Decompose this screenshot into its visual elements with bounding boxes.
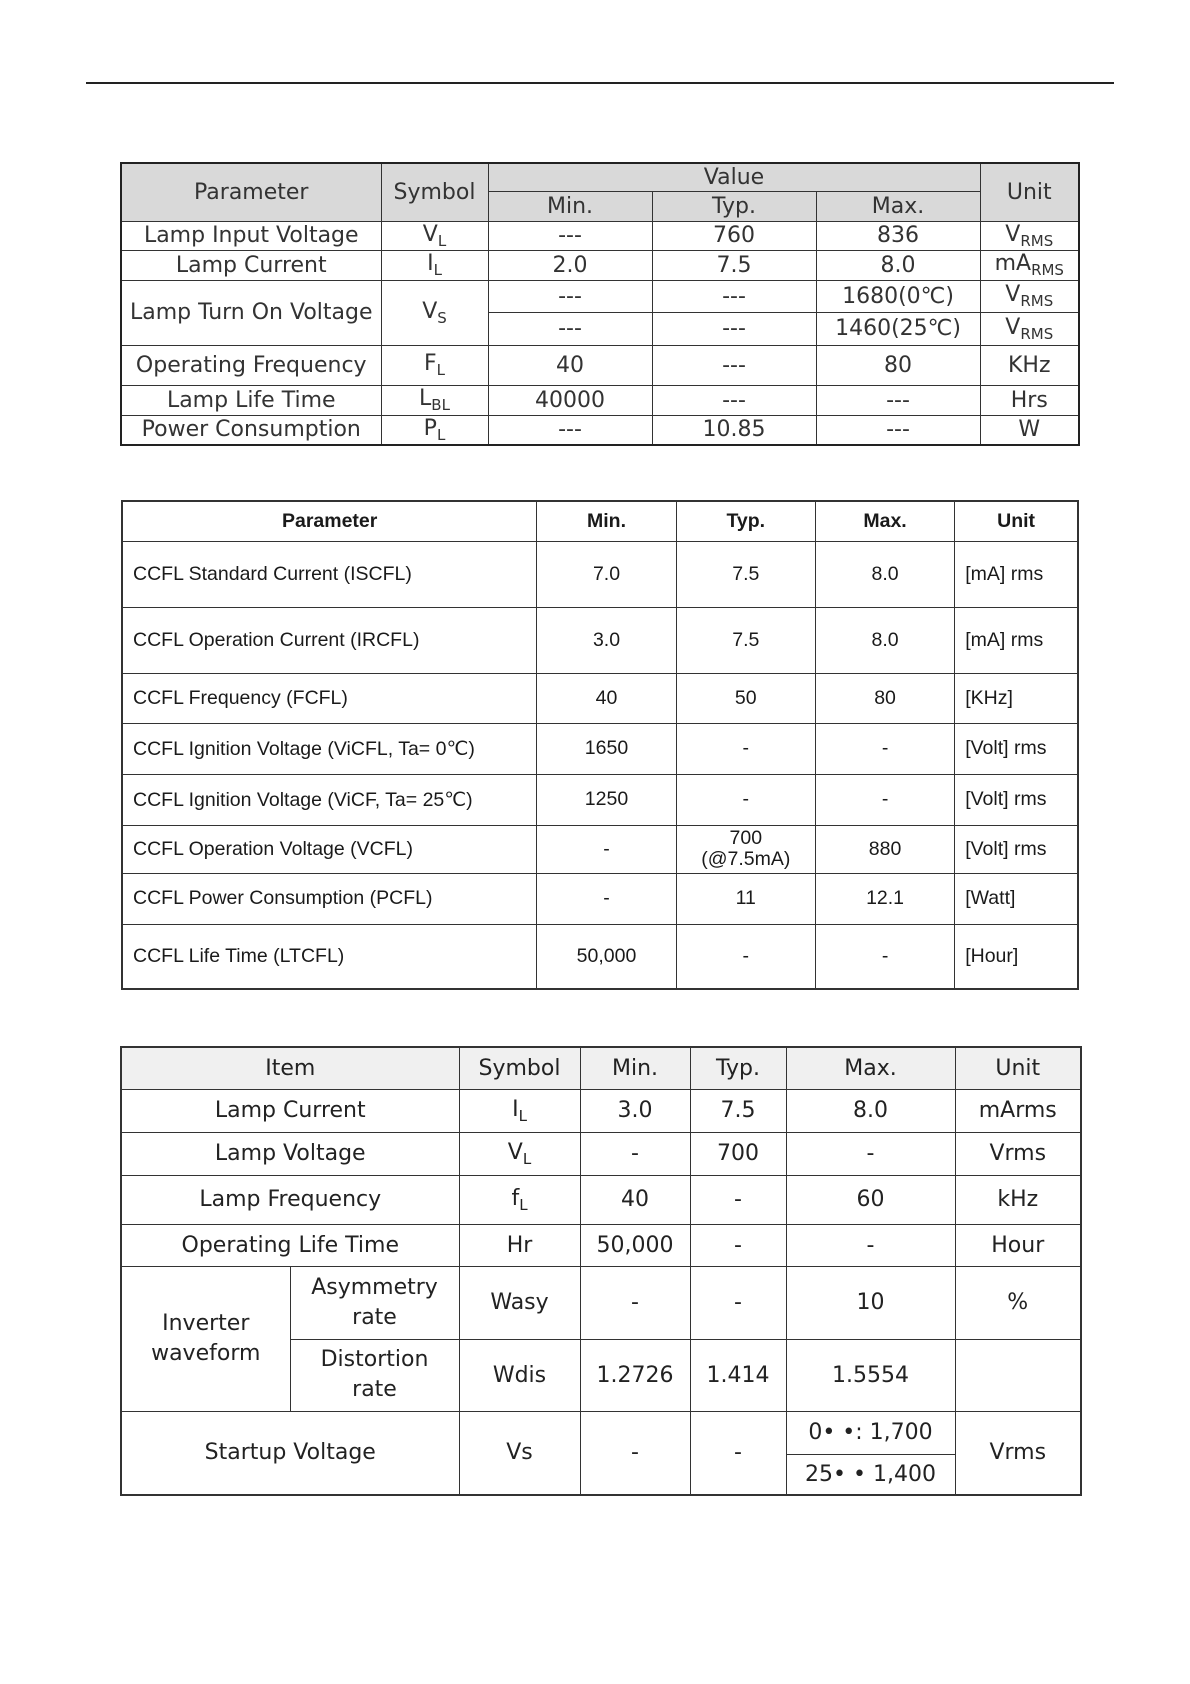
cell-unit: [Volt] rms xyxy=(955,774,1078,825)
cell-min: 2.0 xyxy=(488,250,652,280)
cell-min: - xyxy=(580,1266,690,1339)
cell-typ: --- xyxy=(652,312,816,345)
cell-min: 1.2726 xyxy=(580,1339,690,1411)
cell-max: - xyxy=(786,1224,955,1266)
col-header-symbol: Symbol xyxy=(459,1047,580,1089)
cell-unit: [Volt] rms xyxy=(955,825,1078,873)
cell-item: Startup Voltage xyxy=(121,1411,459,1495)
col-header-min: Min. xyxy=(537,501,676,541)
cell-typ: 50 xyxy=(676,673,815,723)
col-header-min: Min. xyxy=(488,191,652,221)
cell-max: 0• •: 1,700 xyxy=(786,1411,955,1454)
table-row xyxy=(121,1266,1081,1339)
cell-subitem: Asymmetry rate xyxy=(290,1266,459,1339)
col-header-item: Item xyxy=(121,1047,459,1089)
table-row xyxy=(122,924,1078,989)
cell-parameter: Lamp Current xyxy=(121,250,381,280)
cell-symbol: $L_{BL}$ xyxy=(381,385,488,415)
cell-max: 25• • 1,400 xyxy=(786,1454,955,1495)
table-row xyxy=(121,250,1079,280)
table-row xyxy=(121,385,1079,415)
cell-symbol: $f_L$ xyxy=(459,1175,580,1224)
cell-max: - xyxy=(815,924,954,989)
table-row xyxy=(121,280,1079,312)
cell-unit: W xyxy=(980,415,1079,445)
col-header-typ: Typ. xyxy=(652,191,816,221)
cell-typ: --- xyxy=(652,345,816,385)
col-header-value: Value xyxy=(488,163,980,191)
cell-parameter: CCFL Ignition Voltage (ViCFL, Ta= 0℃) xyxy=(122,723,537,774)
cell-max: --- xyxy=(816,385,980,415)
cell-max: 8.0 xyxy=(815,607,954,673)
col-header-typ: Typ. xyxy=(676,501,815,541)
cell-unit: Hour xyxy=(955,1224,1081,1266)
cell-typ: 7.5 xyxy=(676,541,815,607)
cell-unit: Hrs xyxy=(980,385,1079,415)
cell-min: --- xyxy=(488,312,652,345)
cell-max: 8.0 xyxy=(786,1089,955,1132)
col-header-max: Max. xyxy=(815,501,954,541)
cell-max: - xyxy=(786,1132,955,1175)
table-row xyxy=(122,873,1078,924)
cell-unit: [Hour] xyxy=(955,924,1078,989)
header-rule xyxy=(86,82,1114,84)
cell-unit: $V_{RMS}$ xyxy=(980,221,1079,250)
cell-item: Lamp Frequency xyxy=(121,1175,459,1224)
table-row xyxy=(121,1411,1081,1454)
cell-parameter: Operating Frequency xyxy=(121,345,381,385)
table-row xyxy=(122,541,1078,607)
cell-max: 1460(25℃) xyxy=(816,312,980,345)
cell-unit: $mA_{RMS}$ xyxy=(980,250,1079,280)
cell-typ: --- xyxy=(652,280,816,312)
cell-min: 40000 xyxy=(488,385,652,415)
cell-unit: [mA] rms xyxy=(955,541,1078,607)
cell-min: - xyxy=(580,1411,690,1495)
cell-symbol: $V_L$ xyxy=(459,1132,580,1175)
cell-typ: - xyxy=(690,1175,786,1224)
cell-symbol: $I_L$ xyxy=(381,250,488,280)
cell-unit: $V_{RMS}$ xyxy=(980,312,1079,345)
cell-max: - xyxy=(815,723,954,774)
cell-symbol: $F_L$ xyxy=(381,345,488,385)
cell-max: 10 xyxy=(786,1266,955,1339)
table-row xyxy=(122,673,1078,723)
cell-typ: 1.414 xyxy=(690,1339,786,1411)
cell-typ: - xyxy=(690,1266,786,1339)
cell-min: 40 xyxy=(488,345,652,385)
table-row xyxy=(121,1224,1081,1266)
cell-min: - xyxy=(537,825,676,873)
cell-unit: % xyxy=(955,1266,1081,1339)
col-header-symbol: Symbol xyxy=(381,163,488,221)
table-row xyxy=(121,221,1079,250)
cell-parameter: CCFL Frequency (FCFL) xyxy=(122,673,537,723)
cell-typ: 760 xyxy=(652,221,816,250)
cell-max: 880 xyxy=(815,825,954,873)
cell-parameter: Lamp Input Voltage xyxy=(121,221,381,250)
cell-min: --- xyxy=(488,280,652,312)
cell-symbol: Wdis xyxy=(459,1339,580,1411)
cell-typ-value: 700 xyxy=(729,827,763,849)
lamp-characteristics-table xyxy=(120,162,1080,446)
cell-min: 40 xyxy=(537,673,676,723)
cell-max: 80 xyxy=(815,673,954,723)
table-row xyxy=(121,1175,1081,1224)
table-row xyxy=(121,415,1079,445)
cell-symbol: Hr xyxy=(459,1224,580,1266)
table-row xyxy=(121,1089,1081,1132)
cell-typ: 7.5 xyxy=(690,1089,786,1132)
col-header-max: Max. xyxy=(816,191,980,221)
cell-symbol: Wasy xyxy=(459,1266,580,1339)
col-header-unit: Unit xyxy=(955,501,1078,541)
col-header-unit: Unit xyxy=(955,1047,1081,1089)
cell-typ: - xyxy=(676,723,815,774)
col-header-min: Min. xyxy=(580,1047,690,1089)
cell-min: 50,000 xyxy=(580,1224,690,1266)
cell-min: 7.0 xyxy=(537,541,676,607)
cell-parameter: CCFL Operation Voltage (VCFL) xyxy=(122,825,537,873)
cell-unit: KHz xyxy=(980,345,1079,385)
cell-unit: [Volt] rms xyxy=(955,723,1078,774)
cell-parameter: CCFL Operation Current (IRCFL) xyxy=(122,607,537,673)
cell-max: 1.5554 xyxy=(786,1339,955,1411)
cell-symbol: $P_L$ xyxy=(381,415,488,445)
cell-unit: [Watt] xyxy=(955,873,1078,924)
cell-typ: - xyxy=(690,1224,786,1266)
cell-typ: 11 xyxy=(676,873,815,924)
cell-item: Operating Life Time xyxy=(121,1224,459,1266)
cell-typ: - xyxy=(676,774,815,825)
cell-typ: - xyxy=(690,1411,786,1495)
table-row xyxy=(122,723,1078,774)
table-row xyxy=(121,1132,1081,1175)
cell-symbol: $V_L$ xyxy=(381,221,488,250)
cell-parameter: CCFL Power Consumption (PCFL) xyxy=(122,873,537,924)
table-row xyxy=(122,825,1078,873)
cell-symbol: $V_S$ xyxy=(381,280,488,345)
cell-parameter: Lamp Turn On Voltage xyxy=(121,280,381,345)
cell-unit: $V_{RMS}$ xyxy=(980,280,1079,312)
cell-typ: - xyxy=(676,924,815,989)
lamp-spec-table xyxy=(120,1046,1082,1496)
table-row xyxy=(121,345,1079,385)
cell-max: 8.0 xyxy=(815,541,954,607)
cell-item: Lamp Voltage xyxy=(121,1132,459,1175)
col-header-max: Max. xyxy=(786,1047,955,1089)
cell-subitem: Distortion rate xyxy=(290,1339,459,1411)
cell-max: 60 xyxy=(786,1175,955,1224)
table-row xyxy=(122,607,1078,673)
cell-parameter: Lamp Life Time xyxy=(121,385,381,415)
cell-typ: 10.85 xyxy=(652,415,816,445)
cell-unit: Vrms xyxy=(955,1132,1081,1175)
cell-typ-condition: (@7.5mA) xyxy=(701,848,791,870)
cell-unit xyxy=(955,1339,1081,1411)
table-row xyxy=(122,774,1078,825)
cell-unit: kHz xyxy=(955,1175,1081,1224)
cell-max: 8.0 xyxy=(816,250,980,280)
cell-group-inverter-waveform: Inverter waveform xyxy=(121,1266,290,1411)
col-header-parameter: Parameter xyxy=(121,163,381,221)
cell-max: --- xyxy=(816,415,980,445)
cell-typ: 7.5 xyxy=(676,607,815,673)
cell-unit: [mA] rms xyxy=(955,607,1078,673)
cell-min: 1650 xyxy=(537,723,676,774)
cell-typ: --- xyxy=(652,385,816,415)
cell-parameter: CCFL Life Time (LTCFL) xyxy=(122,924,537,989)
col-header-parameter: Parameter xyxy=(122,501,537,541)
cell-min: - xyxy=(580,1132,690,1175)
cell-min: 3.0 xyxy=(580,1089,690,1132)
cell-parameter: CCFL Standard Current (ISCFL) xyxy=(122,541,537,607)
cell-min: 50,000 xyxy=(537,924,676,989)
cell-min: --- xyxy=(488,415,652,445)
cell-item: Lamp Current xyxy=(121,1089,459,1132)
cell-typ: 7.5 xyxy=(652,250,816,280)
cell-max: 836 xyxy=(816,221,980,250)
cell-unit: [KHz] xyxy=(955,673,1078,723)
cell-min: 40 xyxy=(580,1175,690,1224)
col-header-unit: Unit xyxy=(980,163,1079,221)
cell-max: - xyxy=(815,774,954,825)
cell-max: 1680(0℃) xyxy=(816,280,980,312)
cell-typ xyxy=(676,825,815,873)
cell-min: 3.0 xyxy=(537,607,676,673)
cell-unit: mArms xyxy=(955,1089,1081,1132)
cell-max: 12.1 xyxy=(815,873,954,924)
cell-max: 80 xyxy=(816,345,980,385)
cell-typ: 700 xyxy=(690,1132,786,1175)
cell-unit: Vrms xyxy=(955,1411,1081,1495)
cell-min: 1250 xyxy=(537,774,676,825)
cell-parameter: CCFL Ignition Voltage (ViCF, Ta= 25℃) xyxy=(122,774,537,825)
col-header-typ: Typ. xyxy=(690,1047,786,1089)
cell-min: - xyxy=(537,873,676,924)
cell-parameter: Power Consumption xyxy=(121,415,381,445)
ccfl-characteristics-table xyxy=(121,500,1079,990)
cell-symbol: $I_L$ xyxy=(459,1089,580,1132)
cell-min: --- xyxy=(488,221,652,250)
cell-symbol: Vs xyxy=(459,1411,580,1495)
